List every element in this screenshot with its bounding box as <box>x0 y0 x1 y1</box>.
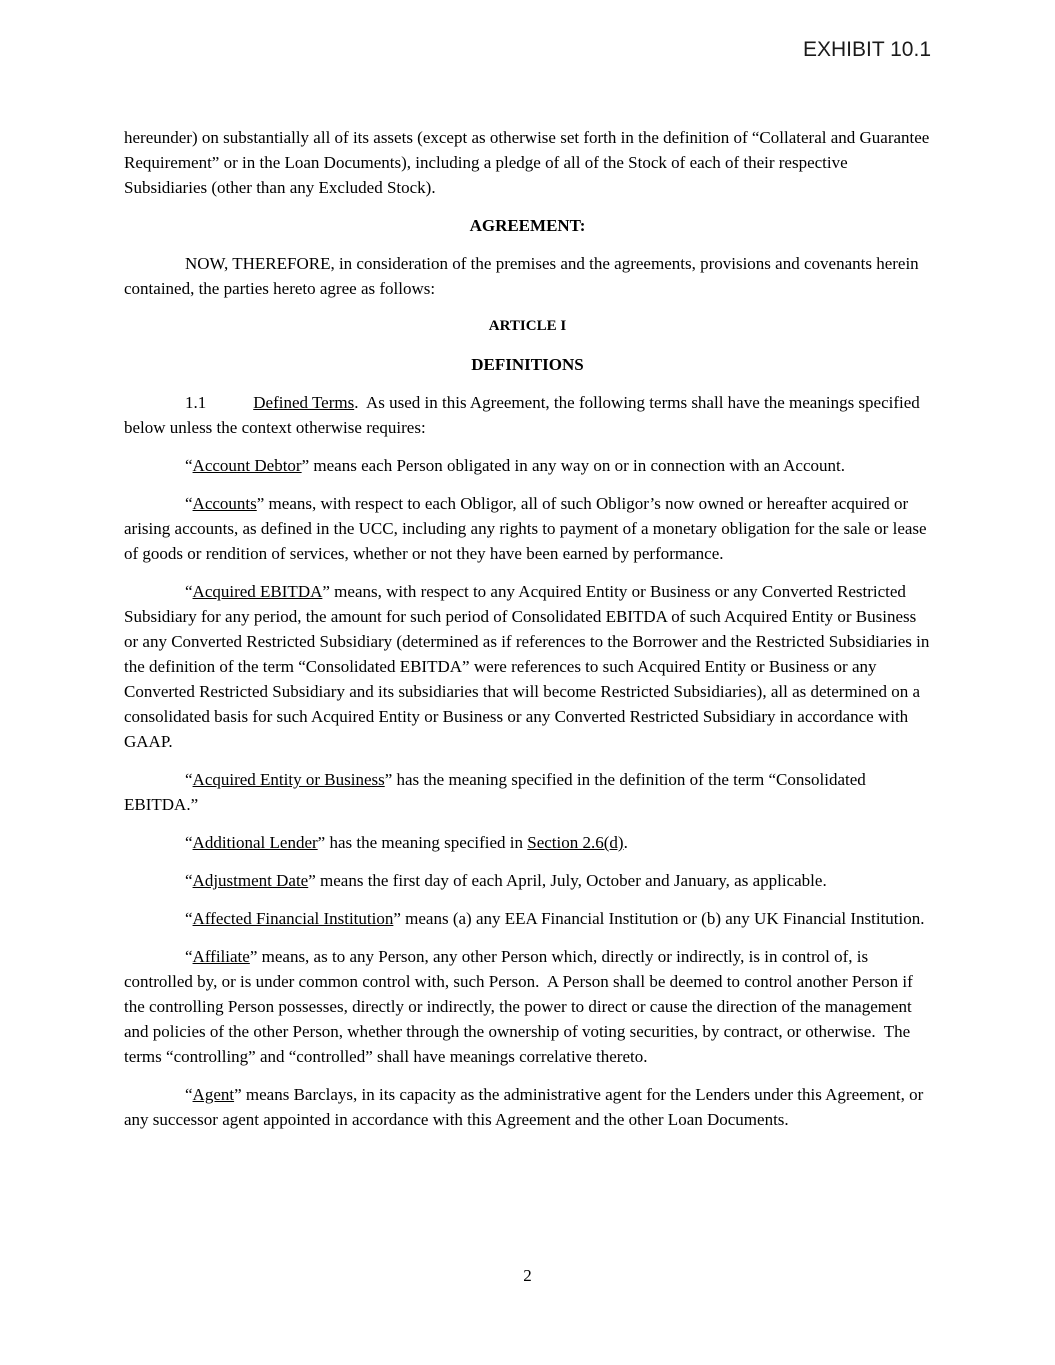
text-run: ” has the meaning specified in the definition of the term “Consolidated EBITDA.” <box>124 770 871 814</box>
text-run: “ <box>185 947 193 966</box>
defined-term: Section 2.6(d) <box>527 833 624 852</box>
text-run: “ <box>185 1085 193 1104</box>
paragraph <box>124 830 931 855</box>
document-body <box>124 125 934 1145</box>
text-run: AGREEMENT: <box>469 216 586 235</box>
paragraph <box>124 906 931 931</box>
text-run: ” has the meaning specified in <box>317 833 528 852</box>
text-run: “ <box>185 909 193 928</box>
paragraph <box>124 453 931 478</box>
text-run: “ <box>185 770 193 789</box>
text-run: . <box>623 833 628 852</box>
text-run: ” means, with respect to each Obligor, all of such Obligor’s now owned or hereafter acquired or arising accounts, as defined in the UCC, including any rights to payment of a monetary obligation for the sale or lease of goods or rendition of services, whether or not they have been earned by performance. <box>124 494 931 563</box>
paragraph <box>124 579 934 754</box>
text-run: 1.1 <box>185 393 207 412</box>
text-run: “ <box>185 494 193 513</box>
text-run: “ <box>185 582 193 601</box>
text-run: . As used in this Agreement, the following terms shall have the meanings specified below unless the context otherwise requires: <box>124 393 925 437</box>
defined-term: Acquired Entity or Business <box>192 770 385 789</box>
paragraph <box>124 944 931 1069</box>
text-run: ARTICLE I <box>488 318 567 334</box>
text-run: ” means, with respect to any Acquired Entity or Business or any Converted Restricted Subsidiary for any period, the amount for such period of Consolidated EBITDA of such Acquired Entity or Business or any Converted Restricted Subsidiary (determined as if references to the Borrower and the Restricted Subsidiaries in the definition of the term “Consolidated EBITDA” were references to such Acquired Entity or Business or any Converted Restricted Subsidiary and its subsidiaries that will become Restricted Subsidiaries), all as determined on a consolidated basis for such Acquired Entity or Business or any Converted Restricted Subsidiary in accordance with GAAP. <box>124 582 934 751</box>
defined-term: Defined Terms <box>253 393 355 412</box>
article-heading <box>124 314 931 339</box>
text-run: ” means (a) any EEA Financial Institution or (b) any UK Financial Institution. <box>393 909 925 928</box>
defined-term: Accounts <box>192 494 257 513</box>
defined-term: Adjustment Date <box>192 871 309 890</box>
defined-term: Agent <box>192 1085 235 1104</box>
defined-term: Affiliate <box>192 947 250 966</box>
exhibit-label: EXHIBIT 10.1 <box>802 38 931 61</box>
paragraph <box>124 1082 931 1132</box>
paragraph <box>124 125 934 200</box>
page-number: 2 <box>523 1266 532 1285</box>
paragraph <box>124 767 931 817</box>
paragraph <box>124 868 931 893</box>
defined-term: Acquired EBITDA <box>192 582 323 601</box>
paragraph <box>124 251 931 301</box>
text-run: ” means, as to any Person, any other Person which, directly or indirectly, is in control of, is controlled by, or is under common control with, such Person. A Person shall be deemed to control another Person if the controlling Person possesses, directly or indirectly, the power to direct or cause the direction of the management and policies of the other Person, whether through the ownership of voting securities, by contract, or otherwise. The terms “controlling” and “controlled” shall have meanings correlative thereto. <box>124 947 918 1066</box>
text-run: ” means Barclays, in its capacity as the administrative agent for the Lenders under this Agreement, or any successor agent appointed in accordance with this Agreement and the other Loan Documents. <box>124 1085 928 1129</box>
section-heading <box>124 213 931 238</box>
text-run: “ <box>185 833 193 852</box>
text-run: DEFINITIONS <box>471 355 584 374</box>
text-run: “ <box>185 871 193 890</box>
defined-term: Account Debtor <box>192 456 302 475</box>
paragraph <box>124 491 931 566</box>
defined-term: Affected Financial Institution <box>192 909 394 928</box>
text-run: hereunder) on substantially all of its assets (except as otherwise set forth in the definition of “Collateral and Guarantee Requirement” or in the Loan Documents), including a pledge of all of the Stock of each of their respective Subsidiaries (other than any Excluded Stock). <box>124 128 934 197</box>
text-run: ” means each Person obligated in any way on or in connection with an Account. <box>301 456 845 475</box>
paragraph <box>124 390 931 440</box>
section-heading <box>124 352 931 377</box>
text-run: NOW, THEREFORE, in consideration of the premises and the agreements, provisions and covenants herein contained, the parties hereto agree as follows: <box>124 254 923 298</box>
text-run: “ <box>185 456 193 475</box>
text-run: ” means the first day of each April, July, October and January, as applicable. <box>308 871 827 890</box>
defined-term: Additional Lender <box>192 833 318 852</box>
